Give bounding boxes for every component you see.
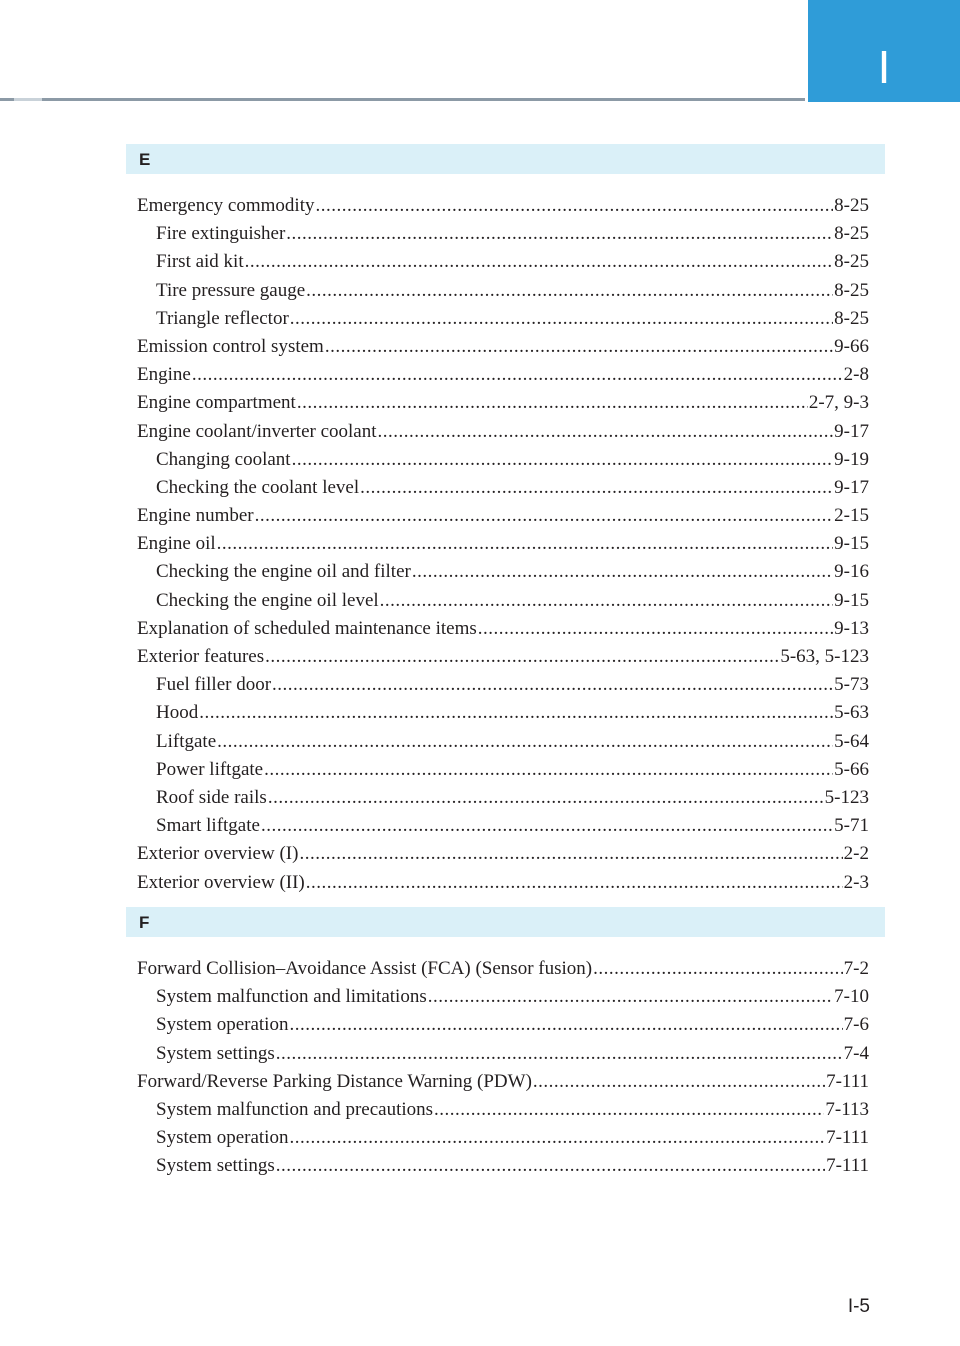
index-section-e xyxy=(126,144,885,897)
entry-page-ref: 9-15 xyxy=(834,533,869,555)
entry-label: First aid kit xyxy=(156,251,244,273)
entry-label: Roof side rails xyxy=(156,786,267,808)
entry-page-ref: 5-63 xyxy=(834,702,869,724)
dot-leader xyxy=(276,1040,843,1068)
entry-page-ref: 9-16 xyxy=(834,561,869,583)
entry-label: Exterior features xyxy=(137,646,265,667)
index-subentry[interactable] xyxy=(126,446,885,474)
entry-label: Engine xyxy=(137,364,191,386)
entry-page-ref: 2-15 xyxy=(834,505,869,527)
entry-label: Engine coolant/inverter coolant xyxy=(137,420,377,442)
dot-leader xyxy=(286,220,833,248)
index-subentry[interactable] xyxy=(126,728,885,756)
entry-page-ref: 7-6 xyxy=(843,1014,869,1036)
chapter-tab-label: I xyxy=(877,41,891,93)
index-entry[interactable] xyxy=(126,418,885,446)
section-letter: F xyxy=(139,913,150,932)
dot-leader xyxy=(265,643,779,671)
header-rule xyxy=(0,98,805,101)
index-entry[interactable] xyxy=(126,643,885,671)
page-number: I-5 xyxy=(847,1296,870,1317)
entry-label: Exterior overview (II) xyxy=(137,871,305,893)
entry-page-ref: 9-19 xyxy=(834,448,869,470)
entry-label: System operation xyxy=(156,1014,289,1036)
dot-leader xyxy=(360,474,833,502)
entry-label: Smart liftgate xyxy=(156,815,260,837)
entry-label: Hood xyxy=(156,702,199,724)
index-entry[interactable] xyxy=(126,502,885,530)
dot-leader xyxy=(412,558,833,586)
entry-label: Tire pressure gauge xyxy=(156,279,306,301)
index-subentry[interactable] xyxy=(126,1040,885,1068)
entry-page-ref: 7-111 xyxy=(826,1127,869,1149)
dot-leader xyxy=(255,502,834,530)
index-subentry[interactable] xyxy=(126,756,885,784)
entry-label: Forward/Reverse Parking Distance Warning (PDW) xyxy=(137,1070,532,1092)
entry-page-ref: 7-4 xyxy=(843,1042,869,1064)
entry-label: Checking the coolant level xyxy=(156,476,360,498)
entry-page-ref: 9-17 xyxy=(834,420,869,442)
entry-page-ref: 8-25 xyxy=(834,195,869,216)
index-subentry[interactable] xyxy=(126,220,885,248)
entry-page-ref: 5-73 xyxy=(834,674,869,696)
index-subentry[interactable] xyxy=(126,1011,885,1039)
dot-leader xyxy=(268,784,824,812)
entry-page-ref: 9-15 xyxy=(834,589,869,611)
dot-leader xyxy=(299,840,842,868)
dot-leader xyxy=(533,1068,825,1096)
dot-leader xyxy=(478,615,833,643)
index-entry[interactable] xyxy=(126,192,885,220)
entry-page-ref: 7-113 xyxy=(825,1098,869,1120)
index-entry[interactable] xyxy=(126,389,885,417)
entry-label: System settings xyxy=(156,1042,275,1064)
index-entry[interactable] xyxy=(126,615,885,643)
dot-leader xyxy=(217,530,834,558)
entry-page-ref: 9-17 xyxy=(834,476,869,498)
dot-leader xyxy=(593,955,843,983)
entry-label: Engine compartment xyxy=(137,392,296,414)
index-section-f xyxy=(126,907,885,1181)
entry-label: System malfunction and precautions xyxy=(156,1098,434,1120)
index-subentry[interactable] xyxy=(126,812,885,840)
entry-page-ref: 7-10 xyxy=(834,986,869,1008)
dot-leader xyxy=(245,248,834,276)
entry-page-ref: 5-66 xyxy=(834,758,869,780)
entry-label: Liftgate xyxy=(156,730,217,752)
section-header-f xyxy=(126,907,885,937)
entry-page-ref: 2-8 xyxy=(843,364,869,386)
index-entry[interactable] xyxy=(126,869,885,897)
entry-page-ref: 8-25 xyxy=(834,251,869,273)
dot-leader xyxy=(292,446,834,474)
dot-leader xyxy=(290,305,833,333)
entry-label: System malfunction and limitations xyxy=(156,986,427,1008)
entry-label: Explanation of scheduled maintenance items xyxy=(137,617,477,639)
dot-leader xyxy=(325,333,833,361)
index-subentry[interactable] xyxy=(126,983,885,1011)
index-subentry[interactable] xyxy=(126,248,885,276)
entry-label: Power liftgate xyxy=(156,758,264,780)
entry-label: Engine oil xyxy=(137,533,216,555)
entry-page-ref: 8-25 xyxy=(834,307,869,329)
entry-label: Forward Collision–Avoidance Assist (FCA) (Sensor fusion) xyxy=(137,958,593,979)
index-subentry[interactable] xyxy=(126,671,885,699)
entry-page-ref: 7-111 xyxy=(826,1155,869,1177)
entry-label: Fire extinguisher xyxy=(156,223,286,245)
index-subentry[interactable] xyxy=(126,1124,885,1152)
dot-leader xyxy=(306,869,843,897)
entry-page-ref: 7-2 xyxy=(843,958,869,979)
entry-label: Triangle reflector xyxy=(156,307,289,329)
entry-page-ref: 2-2 xyxy=(843,843,869,865)
dot-leader xyxy=(289,1124,825,1152)
entry-label: Checking the engine oil and filter xyxy=(156,561,411,583)
entry-list-f xyxy=(126,955,885,1181)
dot-leader xyxy=(297,389,808,417)
dot-leader xyxy=(276,1152,825,1180)
entry-page-ref: 9-13 xyxy=(834,617,869,639)
chapter-tab xyxy=(808,0,960,102)
dot-leader xyxy=(380,587,834,615)
index-subentry[interactable] xyxy=(126,277,885,305)
index-subentry[interactable] xyxy=(126,587,885,615)
index-entry[interactable] xyxy=(126,955,885,983)
dot-leader xyxy=(428,983,833,1011)
dot-leader xyxy=(192,361,843,389)
dot-leader xyxy=(306,277,833,305)
index-subentry[interactable] xyxy=(126,558,885,586)
entry-label: System settings xyxy=(156,1155,275,1177)
index-entry[interactable] xyxy=(126,361,885,389)
entry-label: Fuel filler door xyxy=(156,674,272,696)
index-entry[interactable] xyxy=(126,530,885,558)
entry-page-ref: 5-63, 5-123 xyxy=(780,646,869,667)
entry-label: Emission control system xyxy=(137,335,324,357)
entry-page-ref: 7-111 xyxy=(826,1070,869,1092)
entry-page-ref: 5-64 xyxy=(834,730,869,752)
index-entry[interactable] xyxy=(126,840,885,868)
dot-leader xyxy=(378,418,834,446)
dot-leader xyxy=(217,728,833,756)
entry-page-ref: 9-66 xyxy=(834,335,869,357)
header-rule-accent xyxy=(14,98,42,101)
entry-list-e xyxy=(126,192,885,897)
entry-page-ref: 5-71 xyxy=(834,815,869,837)
entry-label: System operation xyxy=(156,1127,289,1149)
dot-leader xyxy=(264,756,833,784)
index-subentry[interactable] xyxy=(126,474,885,502)
index-subentry[interactable] xyxy=(126,699,885,727)
entry-page-ref: 5-123 xyxy=(824,786,869,808)
entry-label: Checking the engine oil level xyxy=(156,589,379,611)
index-entry[interactable] xyxy=(126,1068,885,1096)
dot-leader xyxy=(315,192,833,220)
entry-label: Emergency commodity xyxy=(137,195,315,216)
entry-page-ref: 2-7, 9-3 xyxy=(808,392,869,414)
dot-leader xyxy=(272,671,833,699)
index-subentry[interactable] xyxy=(126,1096,885,1124)
dot-leader xyxy=(261,812,833,840)
section-header-e xyxy=(126,144,885,174)
dot-leader xyxy=(199,699,833,727)
entry-label: Exterior overview (I) xyxy=(137,843,299,865)
section-letter: E xyxy=(139,150,151,169)
entry-page-ref: 2-3 xyxy=(843,871,869,893)
entry-label: Engine number xyxy=(137,505,254,527)
index-entry[interactable] xyxy=(126,333,885,361)
index-subentry[interactable] xyxy=(126,784,885,812)
dot-leader xyxy=(289,1011,842,1039)
entry-page-ref: 8-25 xyxy=(834,223,869,245)
entry-label: Changing coolant xyxy=(156,448,291,470)
index-subentry[interactable] xyxy=(126,1152,885,1180)
index-subentry[interactable] xyxy=(126,305,885,333)
dot-leader xyxy=(434,1096,824,1124)
entry-page-ref: 8-25 xyxy=(834,279,869,301)
